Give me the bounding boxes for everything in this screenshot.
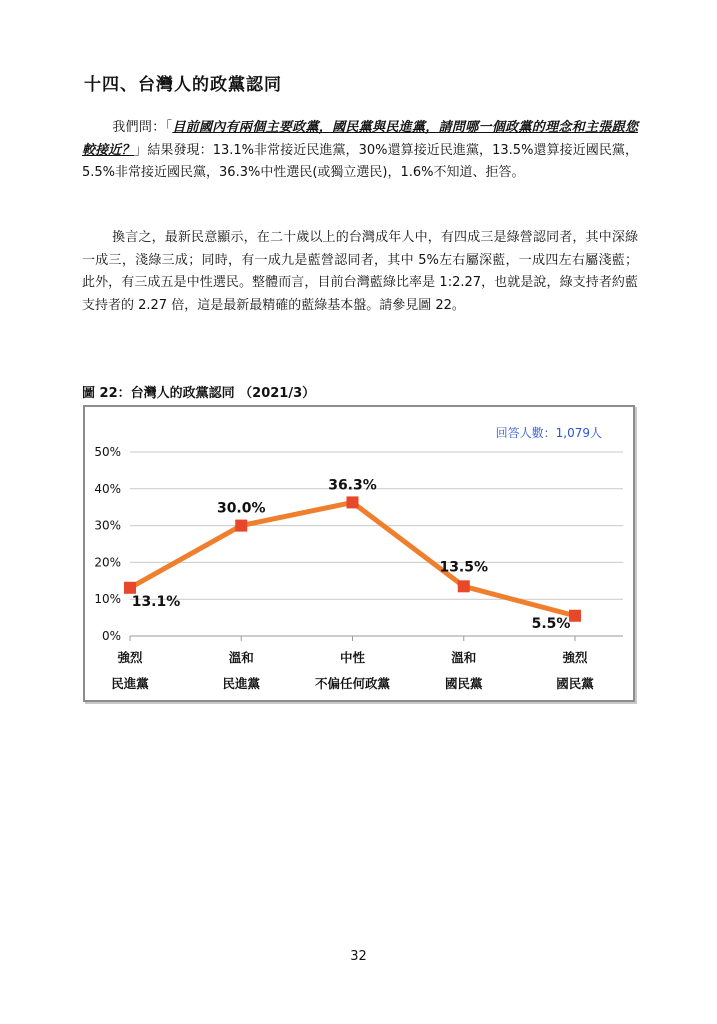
data-label: 30.0% <box>216 500 266 517</box>
data-label: 5.5% <box>531 615 571 632</box>
x-tick-label: 民進黨 <box>222 676 261 691</box>
data-point-marker <box>458 580 470 592</box>
x-tick-label: 中性 <box>339 650 366 665</box>
y-tick-label: 10% <box>94 592 121 607</box>
paragraph-rest: 」結果發現：13.1%非常接近民進黨，30%還算接近民進黨，13.5%還算接近國民黨，5.5%非常接近國民黨，36.3%中性選民(或獨立選民)，1.6%不知道、拒答。 <box>82 142 638 180</box>
paragraph-survey-results <box>82 117 638 185</box>
y-tick-label: 40% <box>94 481 121 496</box>
respondent-count-note: 回答人數：1,079人 <box>495 426 602 440</box>
data-label: 13.5% <box>439 559 489 576</box>
data-point-marker <box>124 582 136 594</box>
x-tick-label: 國民黨 <box>556 676 594 691</box>
y-tick-label: 20% <box>94 555 121 570</box>
x-tick-label: 國民黨 <box>444 676 483 691</box>
y-tick-label: 50% <box>94 445 121 459</box>
data-point-marker <box>235 520 247 532</box>
data-label: 13.1% <box>131 593 181 610</box>
data-label: 36.3% <box>328 477 377 494</box>
x-tick-label: 民進黨 <box>111 676 149 691</box>
x-tick-label: 溫和 <box>451 650 477 665</box>
party-identification-chart <box>85 407 633 700</box>
paragraph-lead: 我們問：「 <box>112 120 173 135</box>
x-tick-label: 強烈 <box>562 650 588 665</box>
y-tick-label: 30% <box>94 518 121 533</box>
page-number: 32 <box>350 949 367 964</box>
survey-question: 目前國內有兩個主要政黨，國民黨與民進黨，請問哪一個政黨的理念和主張跟您較接近？ <box>82 120 638 158</box>
paragraph-analysis <box>82 227 638 317</box>
x-tick-label: 不偏任何政黨 <box>314 676 391 691</box>
data-point-marker <box>347 496 359 508</box>
x-tick-label: 溫和 <box>228 650 254 665</box>
y-tick-label: 0% <box>101 629 121 643</box>
data-point-marker <box>569 610 581 622</box>
section-title: 十四、台灣人的政黨認同 <box>84 75 282 95</box>
x-tick-label: 強烈 <box>117 650 143 665</box>
chart-frame <box>83 405 635 702</box>
figure-caption: 圖 22：台灣人的政黨認同 （2021/3） <box>82 386 316 401</box>
paragraph-analysis-text: 換言之，最新民意顯示，在二十歲以上的台灣成年人中，有四成三是綠營認同者，其中深綠一成三，淺綠三成；同時，有一成九是藍營認同者，其中 5%左右屬深藍，一成四左右屬淺藍；此外，有三成五是中性選民。整體而言，目前台灣藍綠比率是 1:2.27，也就是說，綠支持者約藍支持者的 2.27 倍，這是最新最精確的藍綠基本盤。請參見圖 22。 <box>82 230 638 313</box>
